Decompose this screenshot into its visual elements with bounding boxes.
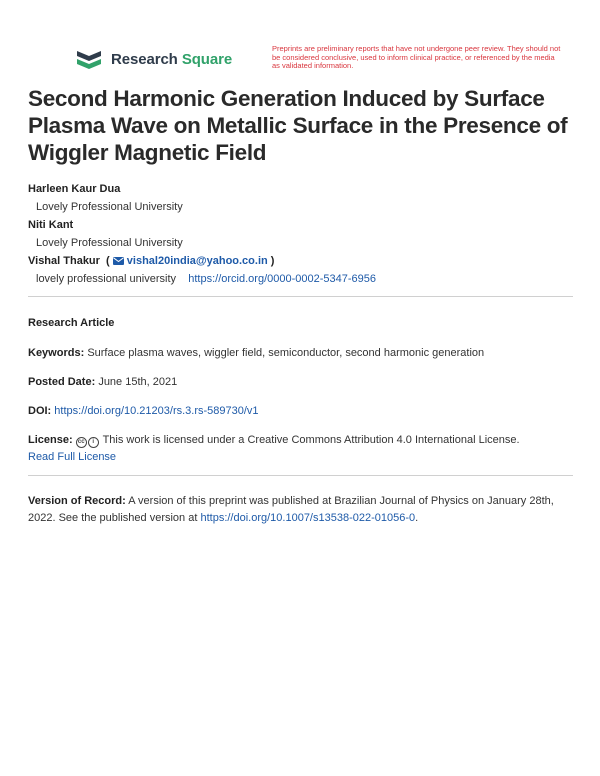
- author-name: Vishal Thakur: [28, 255, 100, 267]
- article-type: [28, 315, 578, 332]
- email-paren-open: (: [103, 255, 110, 267]
- license-label: License:: [28, 434, 73, 446]
- article-type-label: Research Article: [28, 317, 115, 329]
- corresponding-author: [28, 252, 376, 270]
- divider: [28, 296, 573, 297]
- research-square-logo-icon: [75, 48, 105, 70]
- page-header: [0, 0, 600, 80]
- keywords-label: Keywords:: [28, 347, 85, 359]
- preprint-disclaimer: Preprints are preliminary reports that have not undergone peer review. They should not be considered conclusive, used to inform clinical practice, or referenced by the media as validated information.: [272, 44, 561, 70]
- logo-word-research: Research: [111, 50, 178, 68]
- author-affiliation-row: [28, 270, 376, 288]
- posted-date-label: Posted Date:: [28, 376, 96, 388]
- author-name: Niti Kant: [28, 219, 74, 231]
- posted-date-value: June 15th, 2021: [98, 376, 178, 388]
- paper-title: Second Harmonic Generation Induced by Surface Plasma Wave on Metallic Surface in the Presence of Wiggler Magnetic Field: [28, 86, 568, 165]
- author-email-link[interactable]: [113, 255, 268, 267]
- author-name: Harleen Kaur Dua: [28, 183, 121, 195]
- creative-commons-icon: cc: [76, 437, 87, 448]
- logo-word-square: Square: [181, 50, 233, 68]
- doi-link[interactable]: https://doi.org/10.21203/rs.3.rs-589730/v1: [54, 405, 259, 417]
- license-text: This work is licensed under a Creative Commons Attribution 4.0 International License.: [102, 434, 520, 446]
- published-version-link[interactable]: https://doi.org/10.1007/s13538-022-01056-0: [200, 512, 416, 524]
- attribution-icon: i: [88, 437, 99, 448]
- author-affiliation: lovely professional university: [36, 273, 177, 285]
- author-email: vishal20india@yahoo.co.in: [126, 255, 268, 267]
- email-paren-close: ): [270, 255, 275, 267]
- version-label: Version of Record:: [28, 495, 126, 507]
- version-end: .: [415, 512, 419, 524]
- author-affiliation: Lovely Professional University: [36, 201, 183, 213]
- research-square-logo[interactable]: [75, 48, 232, 70]
- logo-text: [111, 51, 232, 68]
- license-row: [28, 432, 578, 466]
- posted-date-row: [28, 374, 578, 391]
- divider: [28, 475, 573, 476]
- orcid-link[interactable]: https://orcid.org/0000-0002-5347-6956: [188, 273, 376, 285]
- version-text: A version of this preprint was published at Brazilian Journal of Physics on January 28th, 2022. See the published version at: [28, 495, 554, 524]
- author-list: [28, 180, 376, 288]
- doi-row: [28, 403, 578, 420]
- keywords-row: [28, 345, 578, 362]
- version-of-record: [28, 493, 573, 527]
- doi-label: DOI:: [28, 405, 52, 417]
- keywords-value: Surface plasma waves, wiggler field, semiconductor, second harmonic generation: [87, 347, 485, 359]
- read-full-license-link[interactable]: Read Full License: [28, 451, 117, 463]
- envelope-icon: [113, 257, 124, 265]
- author-affiliation: Lovely Professional University: [36, 237, 183, 249]
